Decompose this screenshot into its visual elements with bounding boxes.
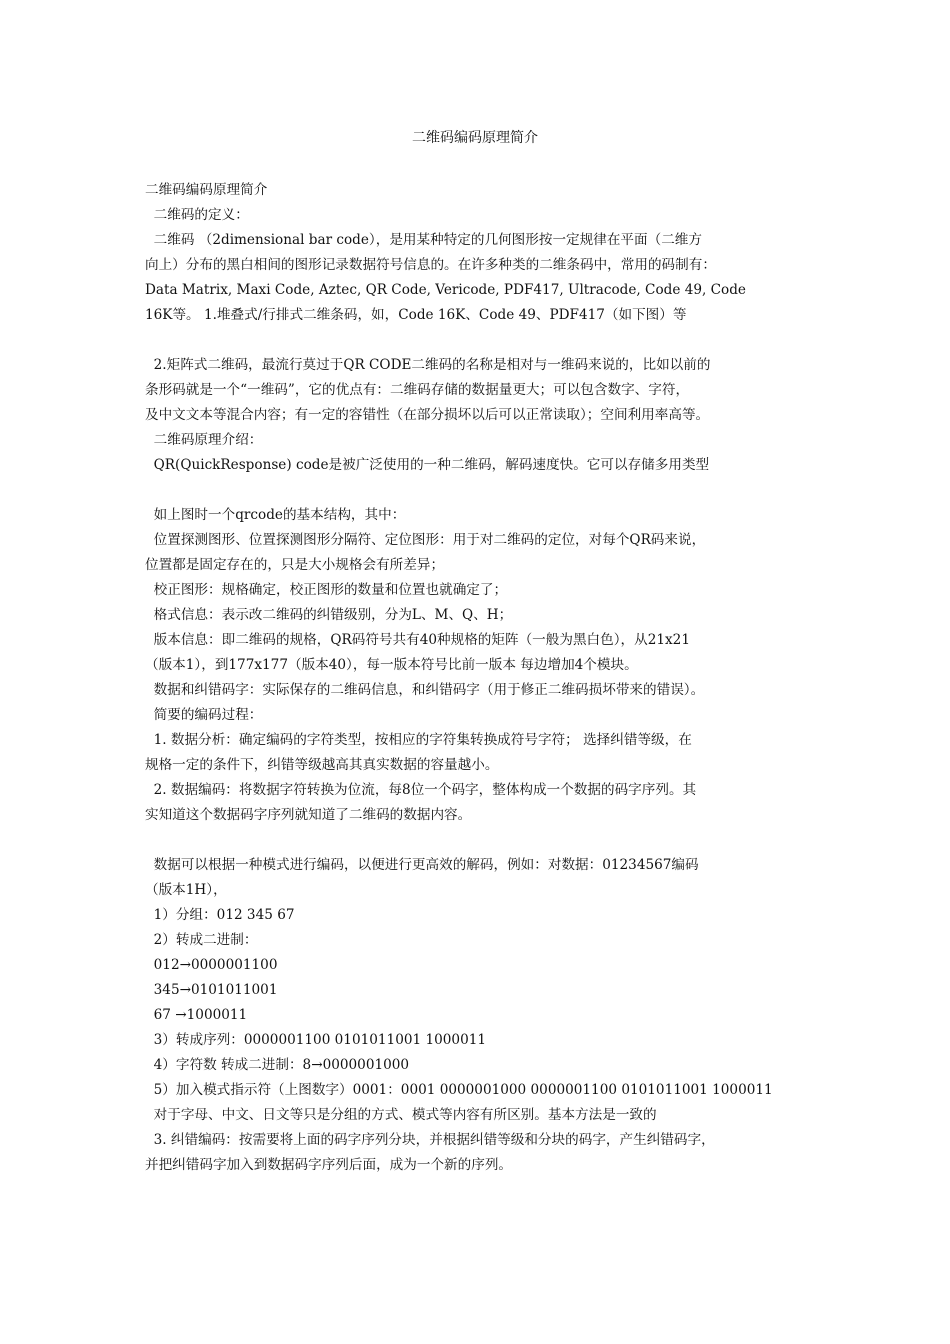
body-line: 16K等。 1.堆叠式/行排式二维条码，如，Code 16K、Code 49、PDF417（如下图）等 [145, 307, 687, 323]
body-line: 简要的编码过程： [145, 707, 263, 723]
body-line: 二维码 （2dimensional bar code），是用某种特定的几何图形按一定规律在平面（二维方 [145, 232, 702, 248]
body-line: 对于字母、中文、日文等只是分组的方式、模式等内容有所区别。基本方法是一致的 [145, 1107, 657, 1123]
body-line: 二维码编码原理简介 [145, 182, 268, 198]
body-line: 版本信息：即二维码的规格，QR码符号共有40种规格的矩阵（一般为黑白色），从21x21 [145, 632, 690, 648]
body-line: 1）分组：012 345 67 [145, 907, 295, 923]
body-line: 位置探测图形、位置探测图形分隔符、定位图形：用于对二维码的定位，对每个QR码来说， [145, 532, 706, 548]
body-line: 及中文文本等混合内容；有一定的容错性（在部分损坏以后可以正常读取）；空间利用率高等。 [145, 407, 710, 423]
body-line: 012→0000001100 [145, 957, 278, 973]
body-line: 1. 数据分析：确定编码的字符类型，按相应的字符集转换成符号字符； 选择纠错等级，在 [145, 732, 692, 748]
body-line: 位置都是固定存在的，只是大小规格会有所差异； [145, 557, 445, 573]
body-line: 数据可以根据一种模式进行编码，以便进行更高效的解码，例如：对数据：01234567编码 [145, 857, 699, 873]
body-line: 4）字符数 转成二进制：8→0000001000 [145, 1057, 410, 1073]
body-line: 数据和纠错码字：实际保存的二维码信息，和纠错码字（用于修正二维码损坏带来的错误）。 [145, 682, 705, 698]
body-line: 3）转成序列：0000001100 0101011001 1000011 [145, 1032, 487, 1048]
body-line: 条形码就是一个“一维码”，它的优点有：二维码存储的数据量更大；可以包含数字、字符， [145, 382, 690, 398]
body-line: 规格一定的条件下，纠错等级越高其真实数据的容量越小。 [145, 757, 499, 773]
body-line: （版本1），到177x177（版本40），每一版本符号比前一版本 每边增加4个模块。 [145, 657, 638, 673]
body-line: 2. 数据编码：将数据字符转换为位流，每8位一个码字，整体构成一个数据的码字序列。其 [145, 782, 697, 798]
blank-line [145, 328, 815, 353]
body-line: 67 →1000011 [145, 1007, 248, 1023]
body-line: Data Matrix, Maxi Code, Aztec, QR Code, Vericode, PDF417, Ultracode, Code 49, Code [145, 282, 746, 298]
document-body [145, 178, 815, 1178]
body-line: 校正图形：规格确定，校正图形的数量和位置也就确定了； [145, 582, 508, 598]
body-line: 向上）分布的黑白相间的图形记录数据符号信息的。在许多种类的二维条码中，常用的码制有： [145, 257, 716, 273]
blank-line [145, 478, 815, 503]
body-line: 345→0101011001 [145, 982, 278, 998]
body-line: 2）转成二进制： [145, 932, 258, 948]
body-line: 实知道这个数据码字序列就知道了二维码的数据内容。 [145, 807, 472, 823]
blank-line [145, 828, 815, 853]
body-line: 5）加入模式指示符（上图数字）0001：0001 0000001000 0000001100 0101011001 1000011 [145, 1082, 773, 1098]
body-line: 二维码的定义： [145, 207, 249, 223]
body-line: QR(QuickResponse) code是被广泛使用的一种二维码，解码速度快。它可以存储多用类型 [145, 457, 710, 473]
body-line: （版本1H）， [145, 882, 227, 898]
body-line: 如上图时一个qrcode的基本结构，其中： [145, 507, 406, 523]
body-line: 3. 纠错编码：按需要将上面的码字序列分块，并根据纠错等级和分块的码字，产生纠错码字， [145, 1132, 715, 1148]
body-line: 格式信息：表示改二维码的纠错级别，分为L、M、Q、H； [145, 607, 513, 623]
document-title: 二维码编码原理简介 [412, 130, 538, 146]
body-line: 2.矩阵式二维码，最流行莫过于QR CODE二维码的名称是相对与一维码来说的，比如以前的 [145, 357, 711, 373]
body-line: 二维码原理介绍： [145, 432, 263, 448]
body-line: 并把纠错码字加入到数据码字序列后面，成为一个新的序列。 [145, 1157, 513, 1173]
